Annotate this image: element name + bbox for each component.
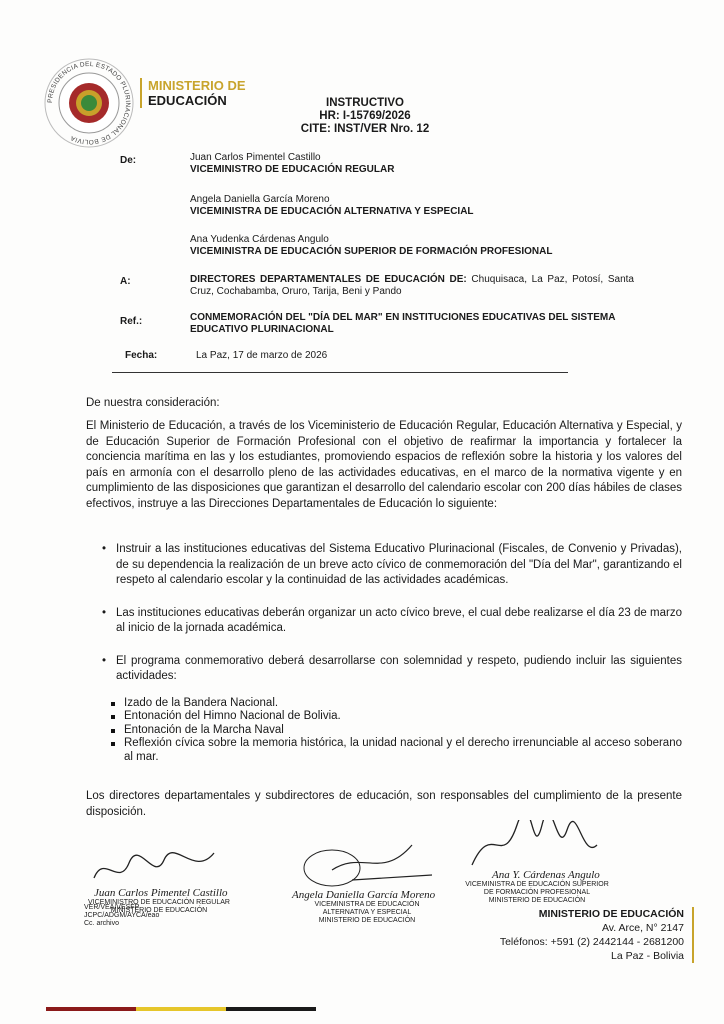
ref-code-1: VER/VEA/VESFP	[84, 904, 140, 911]
signer-stamp: VICEMINISTRO DE EDUCACIÓN REGULAR	[88, 899, 230, 906]
ministry-logo	[140, 78, 246, 108]
handwritten-signature	[84, 848, 224, 888]
to-label: A:	[120, 276, 131, 287]
cite-number: CITE: INST/VER Nro. 12	[300, 123, 430, 135]
recipients-bold: DIRECTORES DEPARTAMENTALES DE EDUCACIÓN DE:	[190, 274, 467, 285]
ref-code-2: JCPC/ADGM/AYCA/eao	[84, 912, 160, 919]
date-text: La Paz, 17 de marzo de 2026	[196, 350, 328, 361]
signer-org: MINISTERIO DE EDUCACIÓN	[318, 917, 416, 924]
doc-type: INSTRUCTIVO	[326, 97, 404, 109]
footer-address: Av. Arce, N° 2147	[601, 922, 684, 934]
signature-2	[292, 840, 442, 925]
closing-paragraph: Los directores departamentales y subdirectores de educación, son responsables del cumplimiento de la presente disposición.	[86, 790, 682, 818]
signer-name: Angela Daniella García Moreno	[292, 889, 436, 901]
bullet-list	[86, 542, 682, 764]
document-heading	[290, 97, 440, 136]
reference-text: CONMEMORACIÓN DEL "DÍA DEL MAR" EN INSTITUCIONES EDUCATIVAS DEL SISTEMA EDUCATIVO PLURINACIONAL	[190, 312, 616, 335]
sender-1	[190, 152, 394, 176]
seal-text-path: PRESIDENCIA DEL ESTADO PLURINACIONAL DE BOLIVIA	[46, 60, 132, 146]
sender-2	[190, 194, 474, 218]
bullet-item: • Instruir a las instituciones educativas del Sistema Educativo Plurinacional (Fiscales, de Convenio y Privadas), de su dependencia la realización de un breve acto cívico de conmemoración del "Día del Mar", garantizando el respeto al calendario escolar y la continuidad de las actividades académicas.	[86, 542, 682, 589]
handwritten-signature	[462, 820, 602, 870]
hr-number: HR: I-15769/2026	[319, 110, 411, 122]
recipients	[190, 274, 634, 298]
footer-contact	[500, 907, 694, 963]
cc-archive: Cc. archivo	[84, 920, 120, 927]
activity-item: Reflexión cívica sobre la memoria histórica, la unidad nacional y el derecho irrenunciable al acceso soberano al mar.	[86, 737, 682, 764]
bullet-item: • El programa conmemorativo deberá desarrollarse con solemnidad y respeto, pudiendo incluir las siguientes actividades:	[86, 654, 682, 685]
footer-city: La Paz - Bolivia	[611, 950, 684, 962]
activity-item: Izado de la Bandera Nacional.	[86, 697, 682, 711]
sender-title: VICEMINISTRA DE EDUCACIÓN ALTERNATIVA Y ESPECIAL	[190, 206, 474, 217]
activity-item: Entonación del Himno Nacional de Bolivia.	[86, 710, 682, 724]
date-label: Fecha:	[125, 350, 158, 361]
intro-paragraph: El Ministerio de Educación, a través de los Viceministerio de Educación Regular, Educación Alternativa y Especial, y de Educación Superior de Formación Profesional con el objetivo de reafirmar la importancia y fortalecer la conciencia marítima en las y los estudiantes, promoviendo espacios de reflexión sobre la historia y los valores del país en armonía con el desarrollo pleno de las actividades educativas, en el marco de la normativa vigente y en cumplimiento de las disposiciones que garantizan el desarrollo del calendario escolar con 200 días hábiles de clases efectivos, instruye a las Direcciones Departamentales de Educación lo siguiente:	[86, 420, 682, 510]
state-seal-logo	[44, 58, 134, 148]
ref-label: Ref.:	[120, 316, 143, 327]
sender-3	[190, 234, 552, 258]
signer-stamp: VICEMINISTRA DE EDUCACIÓN SUPERIOR DE FORMACIÓN PROFESIONAL	[465, 881, 609, 896]
signer-name: Juan Carlos Pimentel Castillo	[94, 887, 228, 899]
sender-title: VICEMINISTRO DE EDUCACIÓN REGULAR	[190, 164, 395, 175]
ministry-line1: MINISTERIO DE	[148, 78, 246, 93]
signer-org: MINISTERIO DE EDUCACIÓN	[110, 907, 208, 914]
sender-title: VICEMINISTRA DE EDUCACIÓN SUPERIOR DE FORMACIÓN PROFESIONAL	[190, 246, 553, 257]
divider	[112, 372, 568, 373]
activity-item: Entonación de la Marcha Naval	[86, 724, 682, 738]
seal-graphic	[44, 58, 134, 148]
signer-org: MINISTERIO DE EDUCACIÓN	[488, 897, 586, 904]
signer-stamp: VICEMINISTRA DE EDUCACIÓN ALTERNATIVA Y ESPECIAL	[314, 901, 420, 916]
greeting: De nuestra consideración:	[86, 397, 220, 409]
handwritten-signature	[292, 840, 432, 888]
sender-name: Angela Daniella García Moreno	[190, 194, 330, 205]
from-label: De:	[120, 155, 137, 166]
signature-3	[462, 820, 612, 905]
sender-name: Juan Carlos Pimentel Castillo	[190, 152, 321, 163]
reference-codes	[84, 904, 159, 928]
signer-name: Ana Y. Cárdenas Angulo	[492, 869, 600, 881]
ministry-line2: EDUCACIÓN	[148, 93, 227, 108]
activity-list	[86, 697, 682, 765]
recipients-list: Chuquisaca, La Paz, Potosí, Santa Cruz, Cochabamba, Oruro, Tarija, Beni y Pando	[190, 274, 634, 297]
sender-name: Ana Yudenka Cárdenas Angulo	[190, 234, 329, 245]
footer-phone: Teléfonos: +591 (2) 2442144 - 2681200	[499, 936, 684, 948]
footer-org: MINISTERIO DE EDUCACIÓN	[538, 908, 684, 920]
flag-stripe	[46, 1007, 316, 1011]
bullet-item: • Las instituciones educativas deberán organizar un acto cívico breve, el cual debe realizarse el día 23 de marzo al inicio de la jornada académica.	[86, 606, 682, 637]
